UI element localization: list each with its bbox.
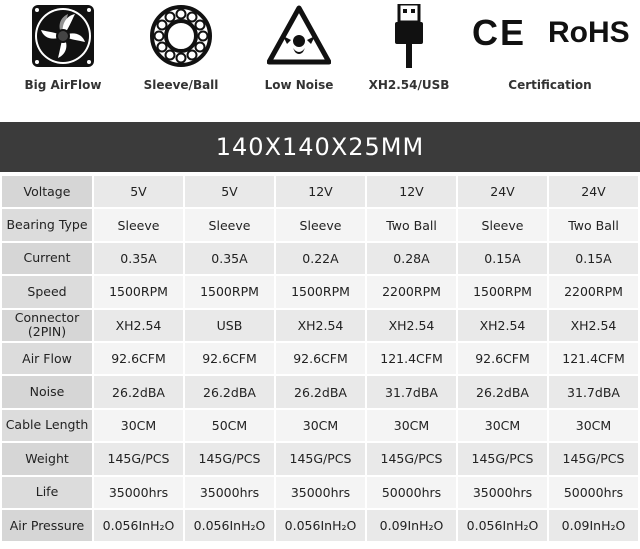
spec-label-text: Weight [25,450,69,466]
low-noise-warning-icon [267,4,331,68]
spec-cell: 2200RPM [549,276,638,307]
spec-label-text: Air Flow [22,350,72,366]
spec-row [2,310,638,341]
feature-label: XH2.54/USB [368,78,450,92]
spec-row-label [2,410,92,441]
spec-cell: USB [185,310,274,341]
spec-row-label [2,243,92,274]
spec-cell: 145G/PCS [458,443,547,474]
spec-row-label [2,176,92,207]
spec-cell: XH2.54 [276,310,365,341]
spec-cell: XH2.54 [94,310,183,341]
feature-icons-row [0,0,640,122]
ce-rohs-icon [470,12,630,52]
spec-cell: 26.2dBA [276,376,365,407]
spec-cell: 30CM [367,410,456,441]
ce-mark: CE [472,12,527,53]
spec-row [2,510,638,541]
spec-row-label [2,443,92,474]
spec-cell: 0.056InH₂O [458,510,547,541]
spec-label-text: Voltage [23,183,71,199]
spec-cell: 26.2dBA [94,376,183,407]
spec-cell: 0.09InH₂O [367,510,456,541]
spec-cell: 35000hrs [276,477,365,508]
spec-label-text: Cable Length [5,417,89,433]
spec-row [2,343,638,374]
spec-cell: 5V [94,176,183,207]
spec-cell: XH2.54 [367,310,456,341]
spec-cell: 24V [549,176,638,207]
spec-cell: 0.35A [185,243,274,274]
spec-cell: 1500RPM [94,276,183,307]
spec-row [2,443,638,474]
spec-row-label [2,343,92,374]
spec-cell: Sleeve [458,209,547,240]
spec-row-label [2,376,92,407]
spec-cell: 31.7dBA [367,376,456,407]
spec-cell: 0.28A [367,243,456,274]
spec-label-text: Connector [14,310,80,326]
feature-label: Big AirFlow [24,78,102,92]
fan-icon [31,4,95,68]
spec-cell: 50000hrs [549,477,638,508]
spec-cell: 92.6CFM [276,343,365,374]
spec-row [2,243,638,274]
spec-cell: 1500RPM [185,276,274,307]
spec-cell: Sleeve [185,209,274,240]
spec-cell: 0.15A [549,243,638,274]
spec-row [2,276,638,307]
spec-cell: 0.35A [94,243,183,274]
feature-sleeve-ball [126,0,236,122]
spec-cell: 50000hrs [367,477,456,508]
spec-cell: 30CM [276,410,365,441]
feature-certification [470,0,630,122]
spec-cell: 145G/PCS [367,443,456,474]
feature-label: Sleeve/Ball [143,78,219,92]
spec-cell: 26.2dBA [458,376,547,407]
spec-row-label [2,310,92,341]
spec-cell: 0.22A [276,243,365,274]
spec-cell: XH2.54 [458,310,547,341]
spec-label-text: Current [23,250,71,266]
spec-cell: 12V [276,176,365,207]
spec-cell: 24V [458,176,547,207]
spec-cell: 0.056InH₂O [276,510,365,541]
spec-row [2,376,638,407]
spec-cell: Two Ball [367,209,456,240]
spec-label-text: Air Pressure [9,517,85,533]
spec-cell: 92.6CFM [458,343,547,374]
spec-row [2,176,638,207]
feature-label: Certification [508,78,592,92]
spec-cell: 26.2dBA [185,376,274,407]
spec-row [2,477,638,508]
rohs-mark: RoHS [548,16,630,49]
spec-cell: 145G/PCS [276,443,365,474]
spec-cell: 0.056InH₂O [185,510,274,541]
bearing-icon [149,4,213,68]
feature-low-noise [244,0,354,122]
spec-cell: 121.4CFM [367,343,456,374]
feature-big-airflow [8,0,118,122]
spec-cell: 0.056InH₂O [94,510,183,541]
spec-cell: 12V [367,176,456,207]
spec-cell: 1500RPM [276,276,365,307]
spec-cell: 30CM [94,410,183,441]
spec-row [2,410,638,441]
spec-cell: 145G/PCS [185,443,274,474]
spec-cell: 145G/PCS [94,443,183,474]
spec-cell: XH2.54 [549,310,638,341]
spec-table [0,174,640,543]
spec-label-text: Life [35,484,59,500]
spec-cell: 0.15A [458,243,547,274]
spec-label-text: Speed [27,283,67,299]
size-banner [0,122,640,172]
spec-cell: 35000hrs [94,477,183,508]
spec-cell: Sleeve [276,209,365,240]
spec-cell: 92.6CFM [185,343,274,374]
usb-plug-icon [377,4,441,68]
spec-cell: 2200RPM [367,276,456,307]
spec-row-label [2,477,92,508]
spec-cell: Sleeve [94,209,183,240]
spec-row [2,209,638,240]
spec-cell: 0.09InH₂O [549,510,638,541]
spec-cell: 31.7dBA [549,376,638,407]
spec-row-label [2,276,92,307]
spec-row-label [2,510,92,541]
feature-connector [354,0,464,122]
spec-cell: 35000hrs [185,477,274,508]
spec-cell: 35000hrs [458,477,547,508]
spec-label-text: Bearing Type [6,217,88,233]
spec-cell: 145G/PCS [549,443,638,474]
spec-label-text: Noise [29,384,65,400]
feature-label: Low Noise [264,78,334,92]
spec-cell: 30CM [458,410,547,441]
spec-cell: 50CM [185,410,274,441]
spec-cell: 121.4CFM [549,343,638,374]
spec-cell: 92.6CFM [94,343,183,374]
banner-title: 140X140X25MM [215,133,425,161]
spec-row-label [2,209,92,240]
spec-cell: 5V [185,176,274,207]
spec-cell: 30CM [549,410,638,441]
spec-label-subtext: (2PIN) [27,324,67,340]
spec-cell: 1500RPM [458,276,547,307]
spec-cell: Two Ball [549,209,638,240]
